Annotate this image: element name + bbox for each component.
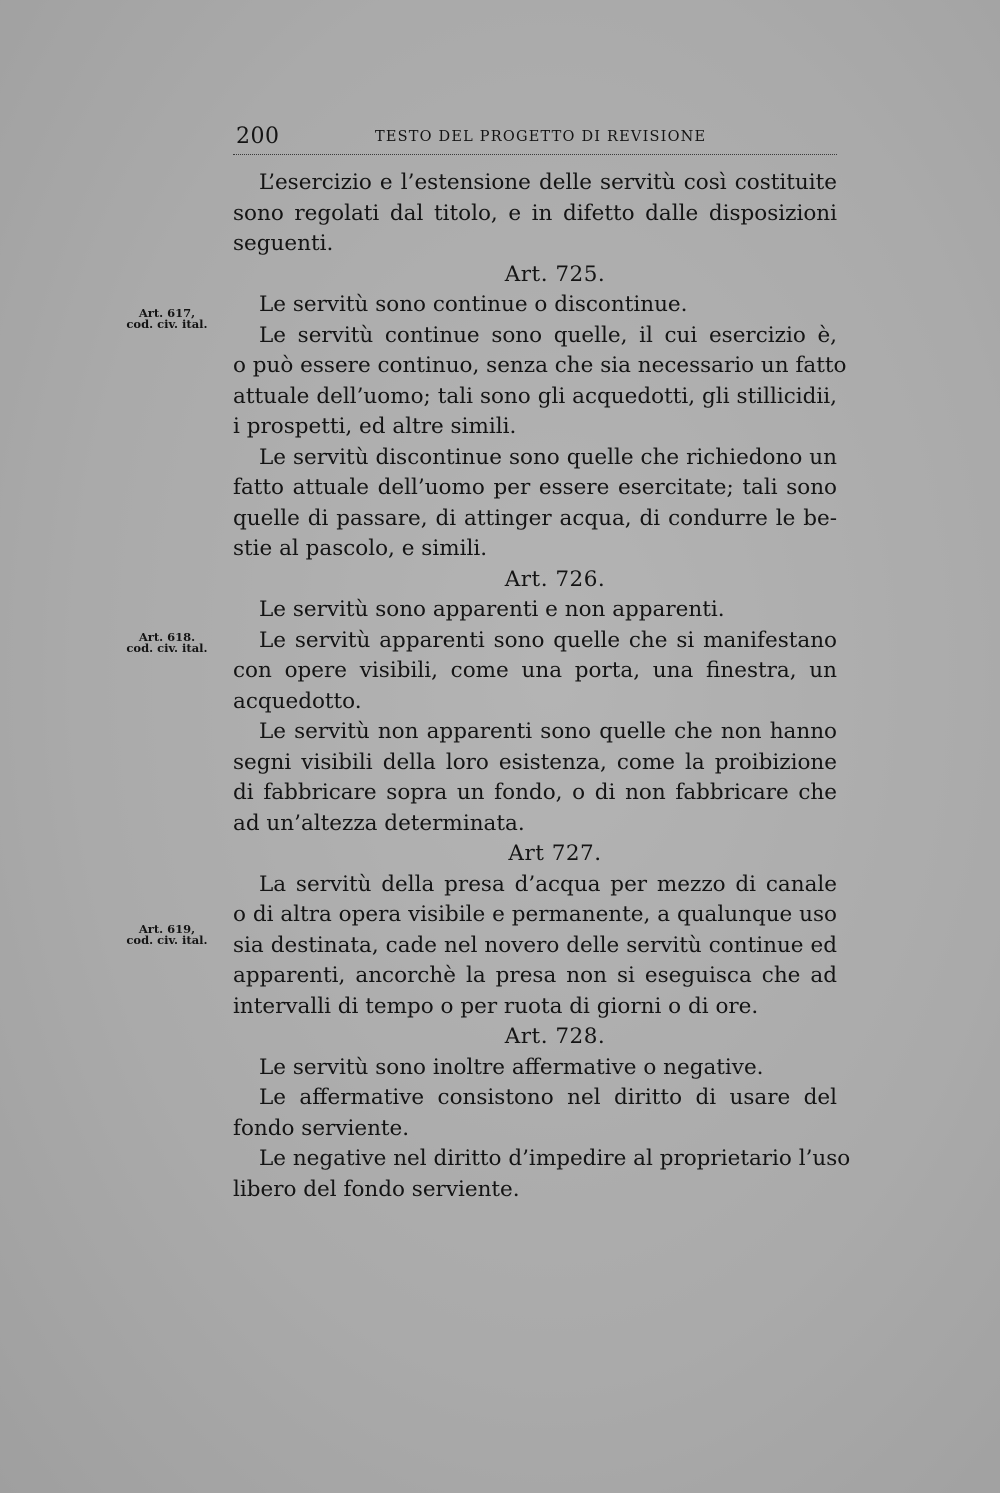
text-line: Le affermative consistono nel diritto di usare del (259, 1085, 837, 1110)
text-line: Le servitù non apparenti sono quelle che non hanno (259, 719, 837, 744)
text-line: sono regolati dal titolo, e in difetto dalle disposizioni (233, 200, 837, 226)
text-line: L’esercizio e l’estensione delle servitù così costituite (259, 170, 837, 195)
article-heading-726: Art. 726. (504, 566, 606, 592)
margin-note-art-619 (112, 924, 222, 946)
margin-note-art-617 (112, 308, 222, 330)
margin-note-article: Art. 619, (138, 922, 196, 936)
running-header (233, 124, 837, 155)
text-line: con opere visibili, come una porta, una finestra, un (233, 658, 837, 683)
text-line: segni visibili della loro esistenza, come la proibizione (233, 749, 837, 775)
text-line: stie al pascolo, e simili. (233, 536, 488, 561)
text-line: Le negative nel diritto d’impedire al proprietario l’uso (259, 1146, 851, 1171)
text-line: libero del fondo serviente. (233, 1176, 520, 1202)
text-line: fatto attuale dell’uomo per essere esercitate; tali sono (233, 475, 837, 500)
text-line: o può essere continuo, senza che sia necessario un fatto (233, 353, 847, 378)
text-line: acquedotto. (233, 688, 362, 714)
text-line: fondo serviente. (233, 1115, 410, 1141)
text-line: Le servitù sono apparenti e non apparenti. (259, 597, 725, 622)
margin-note-code: cod. civ. ital. (126, 641, 208, 655)
text-line: Le servitù sono inoltre affermative o negative. (259, 1054, 764, 1080)
text-line: Le servitù discontinue sono quelle che richiedono un (259, 444, 837, 470)
margin-note-article: Art. 617, (138, 306, 196, 320)
text-line: La servitù della presa d’acqua per mezzo di canale (259, 871, 837, 897)
text-line: Le servitù continue sono quelle, il cui esercizio è, (259, 322, 837, 348)
text-line: Le servitù apparenti sono quelle che si manifestano (259, 627, 837, 653)
text-line: quelle di passare, di attinger acqua, di condurre le be- (233, 505, 837, 531)
text-line: Le servitù sono continue o discontinue. (259, 292, 688, 317)
text-line: seguenti. (233, 231, 334, 256)
page-number: 200 (236, 124, 280, 149)
text-line: sia destinata, cade nel novero delle servitù continue ed (233, 932, 837, 958)
margin-note-art-618 (112, 632, 222, 654)
margin-note-code: cod. civ. ital. (126, 933, 208, 947)
article-heading-727: Art 727. (508, 841, 602, 866)
text-line: ad un’altezza determinata. (233, 810, 525, 836)
article-heading-725: Art. 725. (504, 261, 606, 287)
body-text (233, 168, 851, 1205)
text-line: intervalli di tempo o per ruota di giorni o di ore. (233, 993, 759, 1019)
text-line: di fabbricare sopra un fondo, o di non fabbricare che (233, 780, 837, 805)
margin-note-code: cod. civ. ital. (126, 317, 208, 331)
running-title: TESTO DEL PROGETTO DI REVISIONE (375, 129, 707, 145)
margin-note-article: Art. 618. (138, 630, 196, 644)
text-line: i prospetti, ed altre simili. (233, 414, 517, 439)
text-line: attuale dell’uomo; tali sono gli acquedotti, gli stillicidii, (233, 383, 837, 409)
article-heading-728: Art. 728. (504, 1024, 606, 1049)
text-line: o di altra opera visibile e permanente, a qualunque uso (233, 902, 837, 927)
text-line: apparenti, ancorchè la presa non si eseguisca che ad (233, 963, 837, 988)
